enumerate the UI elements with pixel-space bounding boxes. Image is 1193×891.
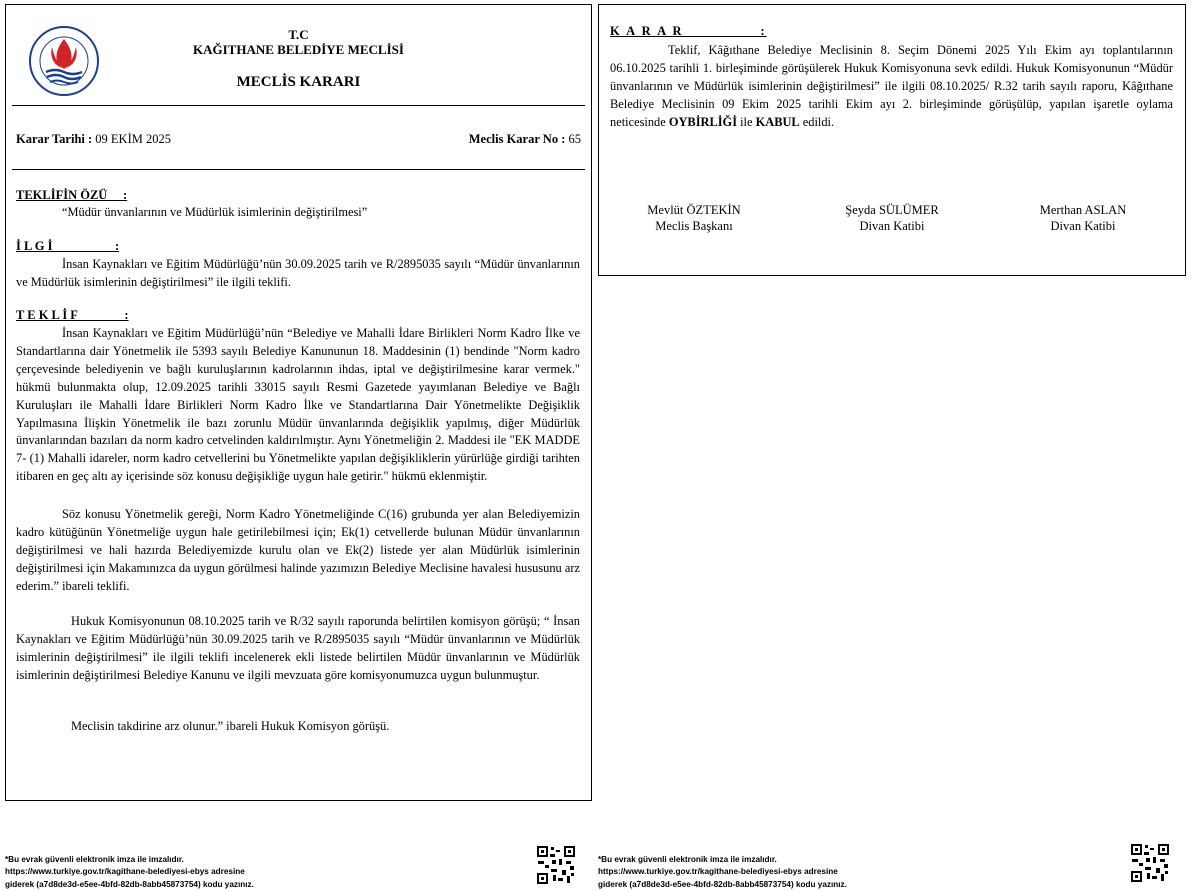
footer-verify-code: giderek (a7d8de3d-e5ee-4bfd-82db-8abb45873754) kodu yazınız. [598,879,847,889]
footer-right [598,854,847,891]
section-title-teklif: T E K L İ F : [16,308,129,322]
commission-paragraph-2: Meclisin takdirine arz olunur.” ibareli Hukuk Komisyon görüşü. [71,719,390,733]
document-type-title: MECLİS KARARI [236,74,361,90]
header-tc: T.C [288,27,309,42]
karar-text-c: edildi. [799,114,835,129]
decision-number-label: Meclis Karar No : [468,132,566,146]
footer-verify-url[interactable]: https://www.turkiye.gov.tr/kagithane-belediyesi-ebys adresine [598,867,838,877]
teklif-paragraph-1: İnsan Kaynakları ve Eğitim Müdürlüğü’nün “Belediye ve Mahalli İdare Birlikleri Norm Kadro İlke ve Standartlarına dair Yönetmelik ile 5393 sayılı Belediye Kanununun 18. Maddesinin (1) bendinde "Norm kadro çerçevesinde belediyenin ve bağlı kuruluşlarının kadrolarının ihdas, iptal ve değiştirilmesine karar vermek." hükmü bulunmakta olup, 12.09.2025 tarihli 33015 sayılı Resmi Gazetede yayımlanan Belediye ve Bağlı Kuruluşları ile Mahalli İdare Birlikleri Norm Kadro İlke ve Standartlarına Dair Yönetmelikte Değişiklik Yapılmasına İlişkin Yönetmelik ile bazı zorunlu Müdür ünvanlarında değişiklik yapılmış, diğer Müdürlük ünvanlarından bazıları da norm kadro cetvelinden kaldırılmıştır. Aynı Yönetmeliğin 2. Maddesi ile "EK MADDE 7- (1) Mahalli idareler, norm kadro cetvellerini bu Yönetmelikte yapılan değişikliklerin yürürlüğe girdiği tarihten itibaren en geç altı ay içerisinde söz konusu değişikliğe uygun hale getirir." hükmü eklenmiştir. [16,326,580,484]
footer-verify-url[interactable]: https://www.turkiye.gov.tr/kagithane-belediyesi-ebys adresine [5,867,245,877]
section-title-karar: K A R A R : [610,24,767,38]
footer-esign-note: *Bu evrak güvenli elektronik imza ile imzalıdır. [598,855,777,864]
karar-text-a: Teklif, Kâğıthane Belediye Meclisinin 8. Seçim Dönemi 2025 Yılı Ekim ayı toplantılarının 06.10.2025 tarihli 1. birleşiminde görüşülerek Hukuk Komisyonuna sevk edildi. Hukuk Komisyonunun “Müdür ünvanlarının ve Müdürlük isimlerinin değiştirilmesi” ile ilgili 08.10.2025/ R.32 tarih sayılı raporu, Kâğıthane Belediye Meclisinin 09 Ekim 2025 tarihli Ekim ayı 2. birleşiminde görüşülüp, yapılan işaretle oylama neticesinde [610,43,1173,129]
qr-code-icon [536,845,576,885]
karar-text-b: ile [737,114,756,129]
signature-block [797,203,987,234]
decision-number-value: 65 [565,132,581,146]
qr-code-icon [1130,843,1170,883]
karar-accepted: KABUL [755,114,800,129]
right-page [598,4,1186,276]
ozu-text: “Müdür ünvanlarının ve Müdürlük isimlerinin değiştirilmesi” [62,205,368,219]
header-council-title: KAĞITHANE BELEDİYE MECLİSİ [193,42,404,57]
section-title-ozu: TEKLİFİN ÖZÜ : [16,188,128,202]
signature-block [988,203,1178,234]
signature-block [599,203,789,234]
decision-date-value: 09 EKİM 2025 [92,132,171,146]
signature-name: Şeyda SÜLÜMER [845,203,939,217]
signature-role: Divan Katibi [1050,218,1116,233]
commission-paragraph-1: Hukuk Komisyonunun 08.10.2025 tarih ve R/32 sayılı raporunda belirtilen komisyon görüşü; “ İnsan Kaynakları ve Eğitim Müdürlüğü’nün 30.09.2025 tarih ve R/2895035 sayılı “Müdür ünvanlarının ve Müdürlük isimlerinin değiştirilmesi” ile ilgili teklifi incelenerek ekli listede belirtilen Müdür ünvanlarının ve Müdürlük isimlerinin değiştirilmesi Belediye Kanunu ve ilgili mevzuata göre komisyonumuzca uygun bulunmuştur. [16,614,580,682]
footer-verify-code: giderek (a7d8de3d-e5ee-4bfd-82db-8abb45873754) kodu yazınız. [5,879,254,889]
teklif-paragraph-2: Söz konusu Yönetmelik gereği, Norm Kadro Yönetmeliğinde C(16) grubunda yer alan Belediyemizin kadro kütüğünün Yönetmeliğe uygun hale getirilebilmesi için; Ek(1) cetvellerde bulunan Müdür ünvanlarının değiştirilmesi ve hali hazırda Belediyemizde kurulu olan ve Ek(2) listede yer alan Müdürlük isimlerinin değiştirilmesi için Makamınızca da uygun görülmesi halinde yazımızın Belediye Meclisine havalesi hususunu arz ederim.” ibareli teklifi. [16,507,580,593]
decision-date [16,132,171,147]
signature-role: Divan Katibi [859,218,925,233]
footer-esign-note: *Bu evrak güvenli elektronik imza ile imzalıdır. [5,855,184,864]
ilgi-text: İnsan Kaynakları ve Eğitim Müdürlüğü’nün 30.09.2025 tarih ve R/2895035 sayılı “Müdür ünvanlarının ve Müdürlük isimlerinin değiştirilmesi” ile ilgili teklifi. [16,257,580,289]
karar-text [610,42,1173,132]
municipality-logo-icon [28,25,100,97]
signature-role: Meclis Başkanı [655,218,733,233]
section-title-ilgi: İ L G İ : [16,239,120,253]
meta-divider [12,169,585,170]
header-divider [12,105,585,106]
decision-date-label: Karar Tarihi : [16,132,93,146]
left-page [5,4,592,801]
decision-number [469,132,581,147]
signature-name: Mevlüt ÖZTEKİN [647,203,741,217]
signature-name: Merthan ASLAN [1039,203,1127,217]
footer-left [5,854,254,891]
karar-unanimous: OYBİRLİĞİ [668,114,738,129]
